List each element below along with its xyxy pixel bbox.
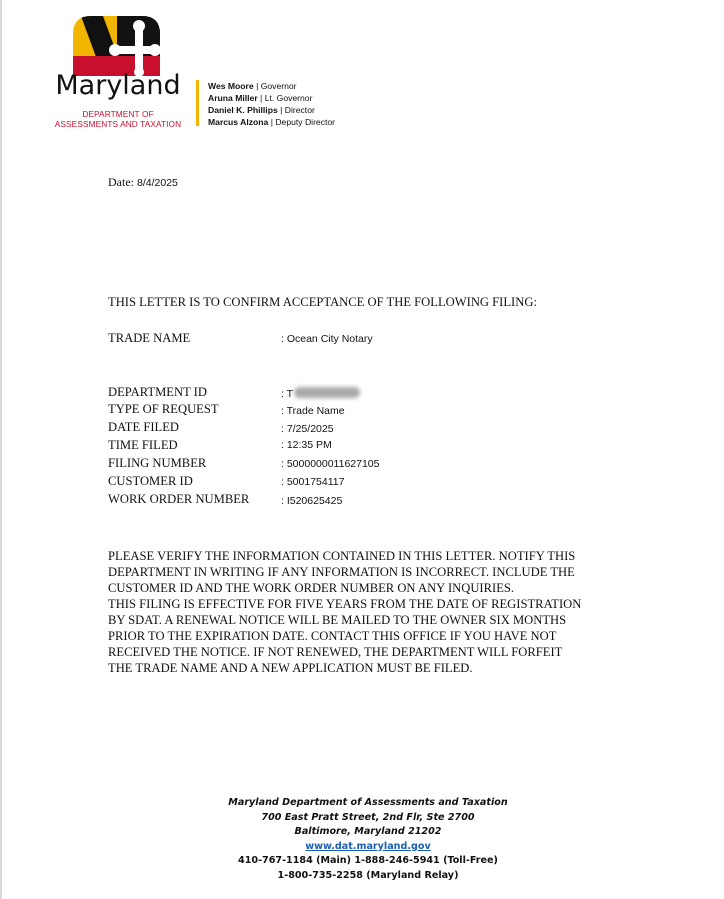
official-name: Marcus Alzona xyxy=(208,117,269,127)
trade-name-label: TRADE NAME xyxy=(108,331,191,345)
footer-address-line1: 700 East Pratt Street, 2nd Flr, Ste 2700 xyxy=(261,811,475,823)
footer-phone-numbers: 410-767-1184 (Main) 1-888-246-5941 (Toll-Free) xyxy=(238,855,498,866)
time-filed-value: : 12:35 PM xyxy=(281,439,332,451)
footer-org-name: Maryland Department of Assessments and Taxation xyxy=(228,797,508,808)
date-filed-label: DATE FILED xyxy=(108,420,180,434)
filing-number-value: : 5000000011627105 xyxy=(281,458,380,470)
work-order-number-label: WORK ORDER NUMBER xyxy=(108,492,250,506)
logo-dept-line2: ASSESSMENTS AND TAXATION xyxy=(54,119,182,129)
customer-id-label: CUSTOMER ID xyxy=(108,474,193,488)
logo-dept-line1: DEPARTMENT OF xyxy=(82,109,154,119)
department-id-label: DEPARTMENT ID xyxy=(108,385,207,399)
date-label: Date: xyxy=(108,175,134,189)
official-lt-governor: Aruna Miller | Lt. Governor xyxy=(208,93,313,103)
department-id-text: : T xyxy=(281,388,294,400)
header-divider-bar xyxy=(196,80,199,126)
official-governor: Wes Moore | Governor xyxy=(208,81,297,91)
confirmation-statement: THIS LETTER IS TO CONFIRM ACCEPTANCE OF THE FOLLOWING FILING: xyxy=(108,295,537,309)
page-edge xyxy=(0,0,2,899)
official-name: Wes Moore xyxy=(208,81,254,91)
filing-number-label: FILING NUMBER xyxy=(108,456,207,470)
official-title: Deputy Director xyxy=(275,117,336,127)
maryland-flag-logo xyxy=(73,16,160,76)
footer-relay-number: 1-800-735-2258 (Maryland Relay) xyxy=(277,869,459,881)
logo-wordmark: Maryland xyxy=(55,70,181,101)
time-filed-label: TIME FILED xyxy=(108,438,178,452)
logo-department-name xyxy=(50,109,186,129)
type-of-request-label: TYPE OF REQUEST xyxy=(108,402,219,416)
date-value: 8/4/2025 xyxy=(137,177,178,189)
official-title: Director xyxy=(284,105,315,115)
official-title: Lt. Governor xyxy=(264,93,313,103)
notice-paragraph: PLEASE VERIFY THE INFORMATION CONTAINED IN THIS LETTER. NOTIFY THIS DEPARTMENT IN WRITING IF ANY INFORMATION IS INCORRECT. INCLUDE THE CUSTOMER ID AND THE WORK ORDER NUMBER ON ANY INQUIRIES. THIS FILING IS EFFECTIVE FOR FIVE YEARS FROM THE DATE OF REGISTRATION BY SDAT. A RENEWAL NOTICE WILL BE MAILED TO THE OWNER SIX MONTHS PRIOR TO THE EXPIRATION DATE. CONTACT THIS OFFICE IF YOU HAVE NOT RECEIVED THE NOTICE. IF NOT RENEWED, THE DEPARTMENT WILL FORFEIT THE TRADE NAME AND A NEW APPLICATION MUST BE FILED. xyxy=(108,549,582,675)
footer-contact xyxy=(200,796,536,883)
department-id-value xyxy=(281,387,360,400)
type-of-request-value: : Trade Name xyxy=(281,405,345,417)
official-name: Aruna Miller xyxy=(208,93,258,103)
footer-address-line2: Baltimore, Maryland 21202 xyxy=(294,826,442,837)
letter-date xyxy=(108,175,178,190)
customer-id-value: : 5001754117 xyxy=(281,476,345,488)
work-order-number-value: : I520625425 xyxy=(281,495,343,507)
official-deputy-director: Marcus Alzona | Deputy Director xyxy=(208,117,336,127)
date-filed-value: : 7/25/2025 xyxy=(281,423,334,435)
trade-name-value: : Ocean City Notary xyxy=(281,333,373,345)
redaction-blur xyxy=(294,387,360,398)
footer-website-link[interactable]: www.dat.maryland.gov xyxy=(305,840,431,852)
official-name: Daniel K. Phillips xyxy=(208,105,278,115)
officials-list xyxy=(208,80,335,128)
official-title: Governor xyxy=(260,81,297,91)
official-director: Daniel K. Phillips | Director xyxy=(208,105,315,115)
